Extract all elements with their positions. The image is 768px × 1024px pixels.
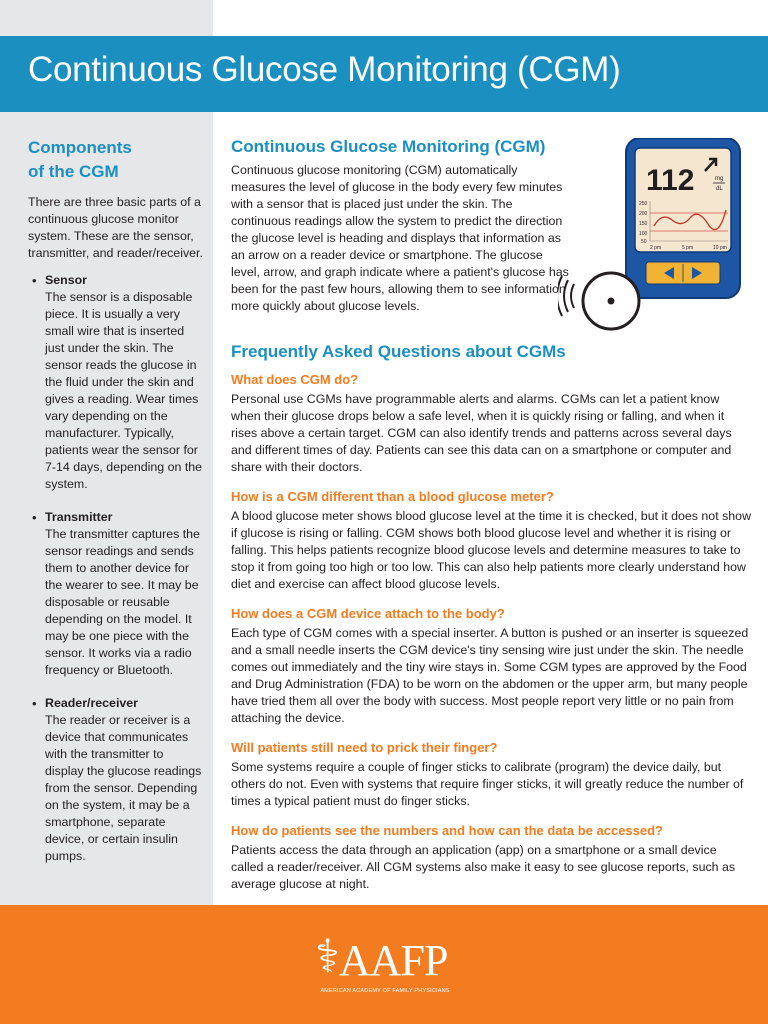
- page-title: Continuous Glucose Monitoring (CGM): [28, 50, 621, 89]
- faq-title: Frequently Asked Questions about CGMs: [231, 342, 566, 361]
- faq-item: [231, 488, 751, 593]
- faq-question: Will patients still need to prick their finger?: [231, 740, 498, 755]
- faq-item: [231, 822, 751, 893]
- section-title: Continuous Glucose Monitoring (CGM): [231, 137, 546, 156]
- faq-answer: A blood glucose meter shows blood glucose level at the time it is checked, but it does not show if glucose is rising or falling. CGM shows both blood glucose level and whether it is rising or falling. This helps patients recognize blood glucose levels and determine measures to take to stop it from going too high or too low. This can also help patients more clearly understand how diet and exercise can affect blood glucose levels.: [231, 509, 752, 591]
- y-tick: 200: [639, 211, 648, 217]
- logo-text: AAFP: [339, 936, 448, 985]
- sidebar-heading: [28, 136, 203, 184]
- component-sensor: [28, 272, 203, 493]
- logo-tagline: AMERICAN ACADEMY OF FAMILY PHYSICIANS: [320, 988, 450, 994]
- sidebar-intro: There are three basic parts of a continuous glucose monitor system. These are the sensor, transmitter, and reader/receiver.: [28, 195, 203, 260]
- faq-answer: Personal use CGMs have programmable alerts and alarms. CGMs can let a patient know when their glucose drops below a safe level, when it is quickly rising or falling, and when it rises above a certain target. CGM can also identify trends and patterns across several days and different times of day. Patients can see this data can on a smartphone or computer and share with their doctors.: [231, 392, 732, 474]
- sidebar-heading-line2: of the CGM: [28, 162, 119, 181]
- faq-answer: Each type of CGM comes with a special inserter. A button is pushed or an inserter is squeezed and a small needle inserts the CGM device's tiny sensing wire just under the skin. The needle comes out immediately and the tiny wire stays in. Some CGM types are approved by the Food and Drug Administration (FDA) to be worn on the abdomen or the upper arm, but many people have tried them all over the body with success. Most people report very little or no pain from attaching the device.: [231, 626, 749, 725]
- x-tick: 5 pm: [682, 245, 694, 251]
- component-title: • Reader/receiver: [45, 696, 138, 710]
- aafp-logo: [315, 932, 455, 1002]
- component-title: • Transmitter: [45, 510, 113, 524]
- unit-dl: dL: [716, 186, 723, 192]
- glucose-reading: 112: [646, 164, 695, 197]
- x-tick: 2 pm: [650, 245, 662, 251]
- faq-item: [231, 739, 751, 810]
- faq-answer: Patients access the data through an application (app) on a smartphone or a small device called a reader/receiver. All CGM systems also make it easy to see glucose reports, such as average glucose at night.: [231, 843, 736, 891]
- y-tick: 50: [641, 239, 647, 245]
- component-text: The sensor is a disposable piece. It is usually a very small wire that is inserted just under the skin. The sensor reads the glucose in the fluid under the skin and gives a reading. Wear times vary depending on the manufacturer. Typically, patients wear the sensor for 7-14 days, depending on the system.: [45, 290, 203, 491]
- faq-item: [231, 371, 751, 476]
- sidebar-heading-line1: Components: [28, 138, 132, 157]
- component-reader-receiver: [28, 695, 203, 865]
- faq-question: How do patients see the numbers and how can the data be accessed?: [231, 823, 663, 838]
- signal-waves-icon: [558, 276, 574, 316]
- x-tick: 10 pm: [713, 245, 727, 251]
- cgm-device-illustration: [558, 138, 748, 350]
- intro-paragraph: Continuous glucose monitoring (CGM) automatically measures the level of glucose in the body every few minutes with a sensor that is placed just under the skin. The continuous readings allow the system to predict the direction the glucose level is heading and displays that information as an arrow on a reader device or smartphone. The glucose level, arrow, and graph indicate where a patient's glucose has been for the past few hours, allowing them to see information more quickly about glucose levels.: [231, 163, 569, 313]
- component-transmitter: [28, 509, 203, 679]
- unit-mg: mg: [715, 176, 724, 182]
- y-tick: 100: [639, 231, 648, 237]
- y-tick: 150: [639, 221, 648, 227]
- component-title: • Sensor: [45, 273, 88, 287]
- component-text: The reader or receiver is a device that communicates with the transmitter to display the glucose readings from the sensor. Depending on the system, it may be a smartphone, separate device, or certain insulin pumps.: [45, 713, 202, 863]
- staff-of-asclepius-icon: ⚕: [315, 931, 340, 982]
- component-text: The transmitter captures the sensor readings and sends them to another device for the wearer to see. It may be disposable or reusable depending on the model. It may be one piece with the sensor. It works via a radio frequency or Bluetooth.: [45, 527, 200, 677]
- components-list: [28, 272, 203, 865]
- sensor-center-dot: [608, 298, 615, 305]
- faq-question: How is a CGM different than a blood glucose meter?: [231, 489, 554, 504]
- faq-answer: Some systems require a couple of finger sticks to calibrate (program) the device daily, but others do not. Even with systems that require finger sticks, it will greatly reduce the number of times a typical patient must do finger sticks.: [231, 760, 744, 808]
- faq-question: How does a CGM device attach to the body?: [231, 606, 505, 621]
- sidebar: [28, 136, 203, 881]
- faq-question: What does CGM do?: [231, 372, 359, 387]
- faq-item: [231, 605, 751, 727]
- y-tick: 250: [639, 201, 648, 207]
